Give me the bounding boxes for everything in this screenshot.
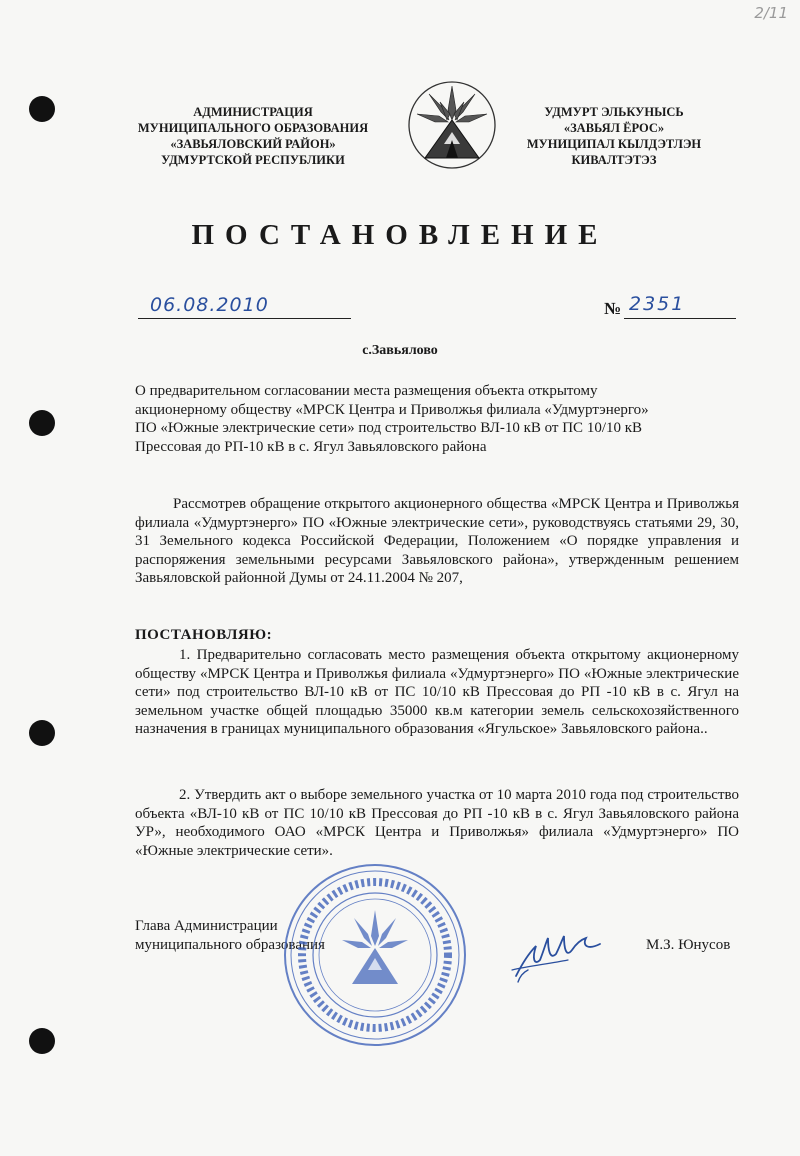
header-left-russian xyxy=(108,104,398,168)
header-right-line: МУНИЦИПАЛ КЫЛДЭТЛЭН xyxy=(526,137,702,151)
handwritten-date: 06.08.2010 xyxy=(150,294,269,316)
document-title: ПОСТАНОВЛЕНИЕ xyxy=(191,219,609,251)
subject-line: О предварительном согласовании места размещения объекта открытому xyxy=(135,383,598,399)
header-left-line: МУНИЦИПАЛЬНОГО ОБРАЗОВАНИЯ xyxy=(137,121,369,135)
place-of-issue: с.Завьялово xyxy=(362,343,438,358)
signatory-position-line: Глава Администрации xyxy=(135,918,278,934)
header-right-line: УДМУРТ ЭЛЬКУНЫСЬ xyxy=(544,105,684,119)
resolution-item-1: 1. Предварительно согласовать место размещения объекта открытому акционерному обществу «МРСК Центра и Приволжья филиала «Удмуртэнерго» ПО «Южные электрические сети» под строительство ВЛ-10 кВ от ПС 10/10 кВ Прессовая до РП -10 кВ в с. Ягул на земельном участке общей площадью 35000 кв.м категории земель сельскохозяйственного назначения в границах муниципального образования «Ягульское» Завьяловского района.. xyxy=(135,647,739,738)
resolution-item-2: 2. Утвердить акт о выборе земельного участка от 10 марта 2010 года под строительство объекта «ВЛ-10 кВ от ПС 10/10 кВ Прессовая до РП -10 кВ в с. Ягул Завьяловского района УР», необходимого ОАО «МРСК Центра и Приволжья» филиала «Удмуртэнерго» ПО «Южные электрические сети». xyxy=(135,787,739,859)
header-left-line: «ЗАВЬЯЛОВСКИЙ РАЙОН» xyxy=(170,137,336,151)
handwritten-number: 2351 xyxy=(629,293,686,315)
punch-hole xyxy=(29,96,55,122)
handwritten-signature-icon xyxy=(508,920,608,990)
number-underline xyxy=(624,318,736,319)
punch-hole xyxy=(29,1028,55,1054)
official-round-seal-icon xyxy=(282,862,468,1048)
subject-line: акционерному обществу «МРСК Центра и Приволжья филиала «Удмуртэнерго» xyxy=(135,401,649,418)
preamble-paragraph: Рассмотрев обращение открытого акционерного общества «МРСК Центра и Приволжья филиала «Удмуртэнерго» ПО «Южные электрические сети», руководствуясь статьями 29, 30, 31 Земельного кодекса Российской Федерации, Положением «О порядке управления и распоряжения земельными ресурсами Завьяловского района», утвержденным решением Завьяловской районной Думы от 24.11.2004 № 207, xyxy=(135,496,739,587)
subject-line: Прессовая до РП-10 кВ в с. Ягул Завьяловского района xyxy=(135,438,487,455)
punch-hole xyxy=(29,410,55,436)
corner-handwritten-mark: 2/11 xyxy=(754,4,788,22)
zavyalovo-district-emblem-icon xyxy=(407,80,497,170)
subject-line: ПО «Южные электрические сети» под строительство ВЛ-10 кВ от ПС 10/10 кВ xyxy=(135,420,643,436)
date-underline xyxy=(138,318,351,319)
subject-heading xyxy=(135,382,695,456)
header-left-line: АДМИНИСТРАЦИЯ xyxy=(193,105,313,119)
header-right-line: «ЗАВЬЯЛ ЁРОС» xyxy=(563,121,665,135)
signatory-position-line: муниципального образования xyxy=(135,937,325,953)
header-left-line: УДМУРТСКОЙ РЕСПУБЛИКИ xyxy=(161,153,345,167)
punch-hole xyxy=(29,720,55,746)
resolve-heading: ПОСТАНОВЛЯЮ: xyxy=(135,627,273,643)
number-sign: № xyxy=(604,299,622,318)
header-right-udmurt xyxy=(505,104,723,168)
header-right-line: КИВАЛТЭТЭЗ xyxy=(571,153,657,167)
signatory-name: М.З. Юнусов xyxy=(646,937,731,953)
